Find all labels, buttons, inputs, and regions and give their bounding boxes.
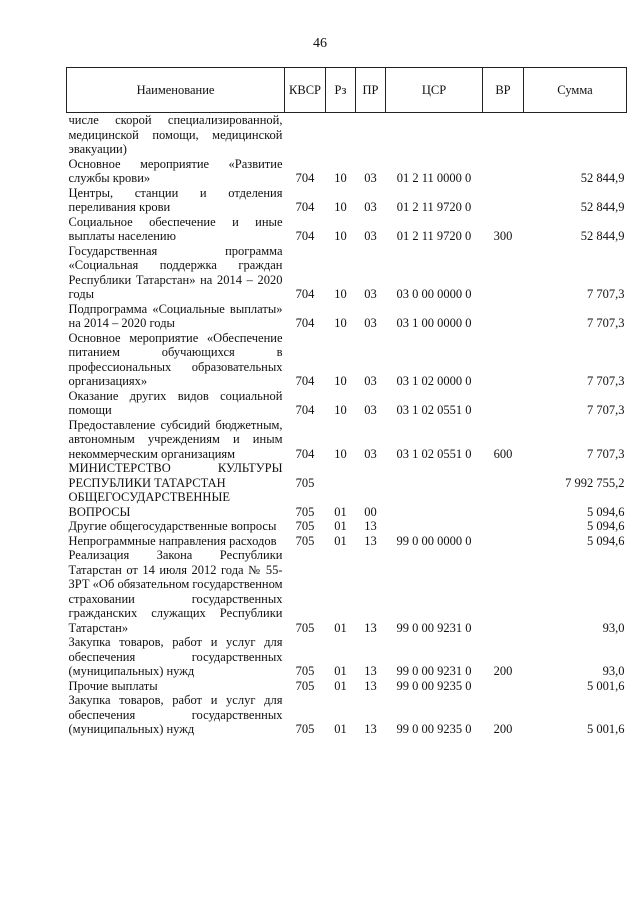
- table-row: [67, 389, 627, 418]
- cell-name: Основное мероприятие «Обеспечение питанием обучающихся в профессиональных образовательных организациях»: [68, 330, 283, 388]
- cell-pr: 13: [364, 664, 377, 678]
- cell-vr: [483, 389, 524, 418]
- cell-name: Подпрограмма «Социальные выплаты» на 2014 – 2020 годы: [68, 301, 283, 330]
- cell-csr: 03 0 00 0000 0: [396, 287, 472, 301]
- cell-sum: 7 707,3: [587, 287, 625, 301]
- cell-kvsr: 705: [295, 533, 315, 548]
- cell-csr: 01 2 11 9720 0: [396, 229, 472, 243]
- table-row: [67, 244, 627, 302]
- cell-sum: 5 094,6: [587, 533, 625, 548]
- cell-rz: 01: [334, 664, 347, 678]
- table-row: [67, 490, 627, 519]
- cell-csr: 99 0 00 9231 0: [396, 620, 472, 635]
- cell-sum: 5 094,6: [587, 519, 625, 533]
- cell-vr: 600: [493, 446, 513, 461]
- cell-rz: [326, 461, 356, 490]
- cell-sum: 52 844,9: [580, 171, 625, 185]
- table-row: [67, 548, 627, 635]
- cell-csr: 99 0 00 9235 0: [396, 722, 472, 736]
- cell-name: Социальное обеспечение и иные выплаты населению: [68, 214, 283, 243]
- cell-name: Предоставление субсидий бюджетным, автономным учреждениям и иным некоммерческим организациям: [68, 417, 283, 461]
- table-row: [67, 693, 627, 737]
- cell-sum: 5 094,6: [587, 504, 625, 519]
- cell-csr: [386, 490, 483, 519]
- header-vr: ВР: [483, 68, 524, 113]
- cell-pr: 03: [364, 403, 377, 417]
- header-kvsr: КВСР: [285, 68, 326, 113]
- table-row: [67, 157, 627, 186]
- cell-csr: 03 1 00 0000 0: [396, 316, 472, 330]
- cell-name: Закупка товаров, работ и услуг для обеспечения государственных (муниципальных) нужд: [68, 635, 283, 678]
- cell-pr: [356, 113, 386, 157]
- cell-csr: [386, 461, 483, 490]
- cell-vr: [483, 519, 524, 534]
- cell-pr: 13: [364, 620, 377, 635]
- cell-rz: 01: [334, 722, 347, 736]
- table-row: [67, 519, 627, 534]
- cell-rz: 10: [334, 287, 347, 301]
- cell-kvsr: 704: [295, 200, 315, 214]
- cell-kvsr: 705: [295, 519, 315, 533]
- cell-name: ОБЩЕГОСУДАРСТВЕННЫЕ ВОПРОСЫ: [68, 490, 230, 519]
- cell-vr: [483, 113, 524, 157]
- cell-name: Реализация Закона Республики Татарстан от 14 июля 2012 года № 55-ЗРТ «Об обязательном государственном страховании государственных гражданских служащих Республики Татарстан»: [68, 548, 283, 635]
- table-row: [67, 635, 627, 679]
- cell-vr: [483, 548, 524, 635]
- cell-rz: 10: [334, 374, 347, 388]
- cell-name: Другие общегосударственные вопросы: [68, 519, 277, 533]
- cell-kvsr: 705: [295, 620, 315, 635]
- cell-kvsr: 704: [295, 316, 315, 330]
- cell-vr: [483, 186, 524, 215]
- cell-pr: 03: [364, 171, 377, 185]
- cell-vr: [483, 534, 524, 549]
- cell-sum: 93,0: [602, 664, 625, 678]
- table-row: [67, 418, 627, 462]
- cell-sum: 7 992 755,2: [565, 475, 625, 490]
- table-row: [67, 186, 627, 215]
- cell-name: Прочие выплаты: [68, 678, 158, 693]
- cell-rz: 10: [334, 403, 347, 417]
- cell-csr: [386, 113, 483, 157]
- cell-name: Государственная программа «Социальная поддержка граждан Республики Татарстан» на 2014 – 2020 годы: [68, 243, 283, 301]
- cell-kvsr: 704: [295, 374, 315, 388]
- cell-pr: 03: [364, 374, 377, 388]
- cell-vr: [483, 302, 524, 331]
- cell-rz: [326, 113, 356, 157]
- cell-rz: 10: [334, 171, 347, 185]
- cell-pr: 03: [364, 200, 377, 214]
- cell-rz: 10: [334, 200, 347, 214]
- page-number: 46: [313, 36, 327, 51]
- cell-rz: 01: [334, 504, 347, 519]
- header-sum: Сумма: [524, 68, 627, 113]
- cell-csr: 99 0 00 9231 0: [396, 664, 472, 678]
- cell-csr: 99 0 00 9235 0: [396, 678, 472, 693]
- cell-kvsr: 704: [295, 287, 315, 301]
- cell-kvsr: 705: [295, 475, 315, 490]
- cell-name: МИНИСТЕРСТВО КУЛЬТУРЫ РЕСПУБЛИКИ ТАТАРСТАН: [68, 461, 283, 490]
- cell-pr: [356, 461, 386, 490]
- cell-vr: 200: [493, 664, 513, 678]
- cell-kvsr: 705: [295, 664, 315, 678]
- cell-sum: 7 707,3: [587, 446, 625, 461]
- cell-pr: 03: [364, 446, 377, 461]
- cell-name: Основное мероприятие «Развитие службы крови»: [68, 156, 283, 185]
- cell-pr: 03: [364, 287, 377, 301]
- cell-sum: 7 707,3: [587, 403, 625, 417]
- table-row: [67, 113, 627, 157]
- cell-sum: [524, 113, 627, 157]
- cell-vr: [483, 331, 524, 389]
- cell-sum: 52 844,9: [580, 200, 625, 214]
- cell-rz: 01: [334, 519, 347, 533]
- table-row: [67, 331, 627, 389]
- cell-csr: 03 1 02 0000 0: [396, 374, 472, 388]
- cell-pr: 03: [364, 229, 377, 243]
- cell-kvsr: 705: [295, 678, 315, 693]
- cell-pr: 13: [364, 722, 377, 736]
- cell-vr: [483, 490, 524, 519]
- cell-csr: 99 0 00 0000 0: [396, 533, 472, 548]
- cell-pr: 03: [364, 316, 377, 330]
- cell-name: Закупка товаров, работ и услуг для обеспечения государственных (муниципальных) нужд: [68, 693, 283, 736]
- cell-sum: 52 844,9: [580, 229, 625, 243]
- table-row: [67, 302, 627, 331]
- table-row: [67, 679, 627, 694]
- cell-vr: [483, 157, 524, 186]
- cell-pr: 13: [364, 678, 377, 693]
- cell-rz: 01: [334, 678, 347, 693]
- cell-kvsr: 704: [295, 446, 315, 461]
- cell-csr: [386, 519, 483, 534]
- cell-sum: 5 001,6: [587, 722, 625, 736]
- cell-csr: 01 2 11 9720 0: [396, 200, 472, 214]
- cell-pr: 13: [364, 519, 377, 533]
- cell-vr: 200: [493, 722, 513, 736]
- cell-vr: [483, 244, 524, 302]
- cell-pr: 00: [364, 504, 377, 519]
- cell-vr: [483, 461, 524, 490]
- cell-rz: 10: [334, 229, 347, 243]
- cell-vr: [483, 679, 524, 694]
- cell-name: Непрограммные направления расходов: [68, 533, 277, 548]
- table-header: [67, 68, 627, 113]
- table-body: [67, 113, 627, 737]
- header-pr: ПР: [356, 68, 386, 113]
- cell-csr: 03 1 02 0551 0: [396, 403, 472, 417]
- cell-kvsr: 704: [295, 229, 315, 243]
- header-name: Наименование: [67, 68, 285, 113]
- table-row: [67, 534, 627, 549]
- budget-table: [66, 67, 627, 737]
- cell-kvsr: 704: [295, 403, 315, 417]
- header-row: [67, 68, 627, 113]
- cell-pr: 13: [364, 533, 377, 548]
- cell-name: Центры, станции и отделения переливания крови: [68, 185, 283, 214]
- cell-kvsr: 704: [295, 171, 315, 185]
- cell-kvsr: 705: [295, 504, 315, 519]
- table-row: [67, 461, 627, 490]
- cell-kvsr: [285, 113, 326, 157]
- cell-name: числе скорой специализированной, медицинской помощи, медицинской эвакуации): [68, 113, 283, 156]
- cell-csr: 01 2 11 0000 0: [396, 171, 472, 185]
- cell-kvsr: 705: [295, 722, 315, 736]
- cell-rz: 10: [334, 316, 347, 330]
- cell-sum: 5 001,6: [587, 678, 625, 693]
- cell-vr: 300: [493, 229, 513, 243]
- cell-sum: 7 707,3: [587, 316, 625, 330]
- cell-rz: 01: [334, 533, 347, 548]
- cell-sum: 93,0: [602, 620, 625, 635]
- cell-name: Оказание других видов социальной помощи: [68, 388, 283, 417]
- table-row: [67, 215, 627, 244]
- cell-rz: 10: [334, 446, 347, 461]
- header-rz: Рз: [326, 68, 356, 113]
- header-csr: ЦСР: [386, 68, 483, 113]
- cell-rz: 01: [334, 620, 347, 635]
- cell-sum: 7 707,3: [587, 374, 625, 388]
- cell-csr: 03 1 02 0551 0: [396, 446, 472, 461]
